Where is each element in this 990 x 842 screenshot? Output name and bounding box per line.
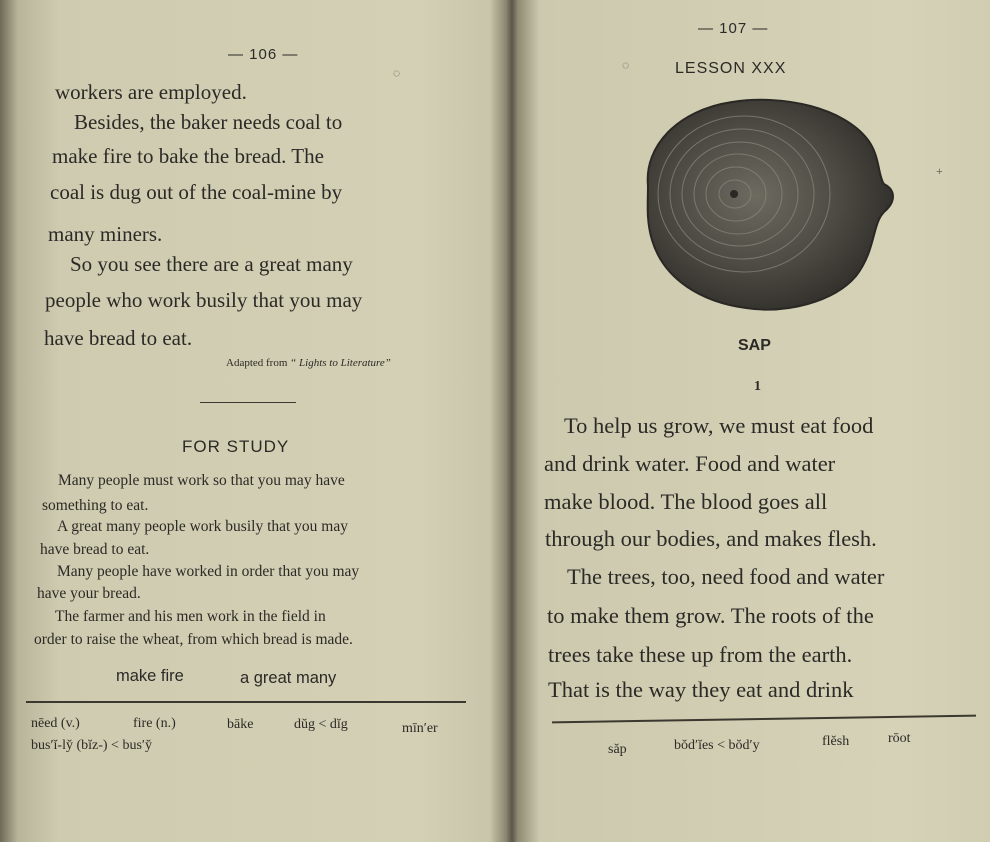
- study-heading: FOR STUDY: [182, 437, 290, 456]
- vocab-word: bāke: [227, 717, 254, 732]
- vocab-word: bus′ĭ-ly̆ (bĭz-) < bus′y̆: [31, 738, 152, 753]
- body-line: and drink water. Food and water: [544, 451, 836, 476]
- section-number: 1: [754, 379, 761, 394]
- study-line: order to raise the wheat, from which bread is made.: [34, 631, 353, 648]
- vocabulary-divider: [26, 701, 466, 703]
- vocab-word: fire (n.): [133, 716, 176, 731]
- body-line: many miners.: [48, 222, 163, 246]
- vocab-word: săp: [608, 742, 627, 757]
- lesson-title: LESSON XXX: [675, 60, 787, 77]
- ink-mark: ◌: [622, 58, 630, 72]
- vocab-word: flĕsh: [822, 734, 850, 749]
- body-line: have bread to eat.: [44, 326, 193, 350]
- vocab-word: dŭg < dĭg: [294, 717, 348, 732]
- attribution-prefix: Adapted from: [226, 357, 288, 369]
- body-line: workers are employed.: [55, 80, 247, 104]
- study-line: have your bread.: [37, 585, 141, 602]
- body-line: coal is dug out of the coal-mine by: [50, 180, 343, 204]
- study-line: The farmer and his men work in the field in: [55, 608, 326, 625]
- body-line: To help us grow, we must eat food: [564, 413, 874, 438]
- body-line: make fire to bake the bread. The: [52, 144, 324, 168]
- body-line: So you see there are a great many: [70, 252, 353, 276]
- body-line: trees take these up from the earth.: [548, 642, 853, 667]
- vocab-word: nēed (v.): [31, 716, 80, 731]
- body-line: through our bodies, and makes flesh.: [545, 526, 877, 551]
- vocab-word: rōot: [888, 731, 911, 746]
- body-line: Besides, the baker needs coal to: [74, 110, 343, 134]
- illustration-caption: SAP: [738, 337, 771, 354]
- study-line: Many people must work so that you may have: [58, 472, 345, 489]
- study-line: have bread to eat.: [40, 541, 150, 558]
- page-number: — 107 —: [698, 20, 769, 37]
- body-line: people who work busily that you may: [45, 288, 363, 312]
- vocabulary-divider: [552, 715, 976, 724]
- body-line: to make them grow. The roots of the: [547, 603, 874, 628]
- phrase: a great many: [240, 669, 337, 687]
- body-line: That is the way they eat and drink: [548, 677, 854, 702]
- vocab-word: bŏd′ĭes < bŏd′y: [674, 738, 760, 753]
- ink-mark: +: [936, 164, 943, 178]
- vocab-word: mīn′er: [402, 721, 438, 736]
- section-divider: [200, 402, 296, 403]
- attribution: [226, 357, 391, 369]
- right-page: [514, 0, 990, 842]
- ink-mark: ◌: [393, 66, 401, 80]
- study-line: Many people have worked in order that you may: [57, 563, 360, 580]
- tree-cross-section-illustration: [634, 90, 902, 320]
- body-line: make blood. The blood goes all: [544, 489, 828, 514]
- phrase: make fire: [116, 667, 184, 685]
- study-line: something to eat.: [42, 497, 149, 514]
- page-number: — 106 —: [228, 46, 299, 63]
- study-line: A great many people work busily that you may: [57, 518, 348, 535]
- body-line: The trees, too, need food and water: [567, 564, 885, 589]
- attribution-title: “ Lights to Literature”: [290, 357, 391, 369]
